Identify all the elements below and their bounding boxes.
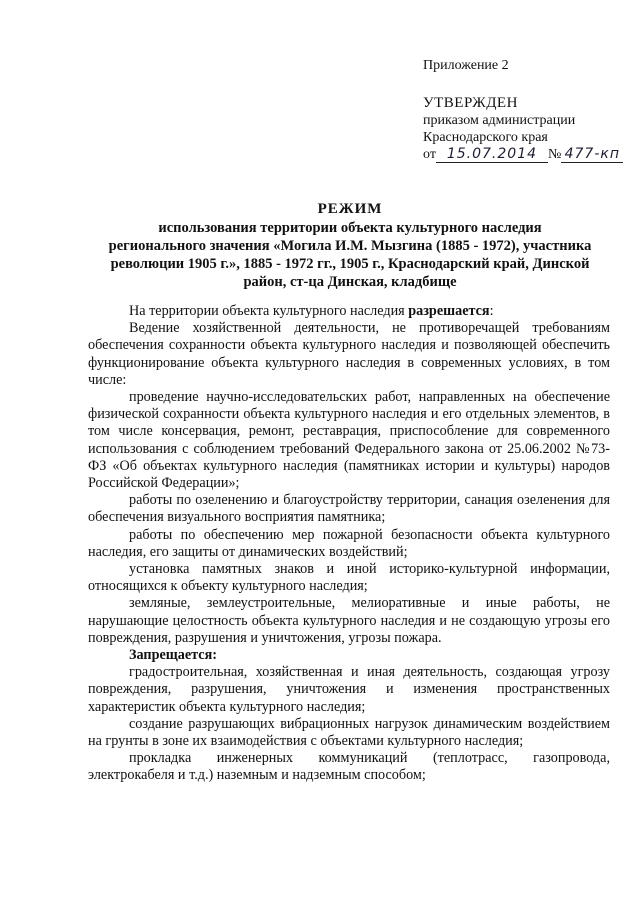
title-line-1: использования территории объекта культурного наследия xyxy=(158,220,542,236)
title-main: РЕЖИМ xyxy=(317,201,383,217)
appendix-label: Приложение 2 xyxy=(423,58,509,73)
paragraph: градостроительная, хозяйственная и иная деятельность, создающая угрозу повреждения, разрушения, уничтожения и изменения пространственных характеристик объекта культурного наследия; xyxy=(88,664,610,715)
paragraph: прокладка инженерных коммуникаций (теплотрасс, газопровода, электрокабеля и т.д.) наземным и надземным способом; xyxy=(88,750,610,784)
paragraph: работы по обеспечению мер пожарной безопасности объекта культурного наследия, его защиты от динамических воздействий; xyxy=(88,526,610,560)
document-body xyxy=(88,303,610,785)
paragraph-forbidden-heading xyxy=(88,647,610,664)
order-line-2: Краснодарского края xyxy=(423,130,548,145)
number-prefix: № xyxy=(547,147,562,162)
handwritten-order-number: 477-кп xyxy=(561,147,623,163)
paragraph: проведение научно-исследовательских работ, направленных на обеспечение физической сохранности объекта культурного наследия и его отдельных элементов, в том числе консервация, ремонт, реставрация, приспособление для современного использования с соблюдением требований Федерального закона от 25.06.2002 №73-ФЗ «Об объектах культурного наследия (памятниках истории и культуры) народов Российской Федерации»; xyxy=(88,389,610,492)
order-line-1: приказом администрации xyxy=(423,113,576,128)
paragraph: установка памятных знаков и иной историко-культурной информации, относящихся к объекту культурного наследия; xyxy=(88,561,610,595)
document-title xyxy=(80,200,620,291)
paragraph: работы по озеленению и благоустройству территории, санация озеленения для обеспечения визуального восприятия памятника; xyxy=(88,492,610,526)
permitted-keyword: разрешается xyxy=(408,303,490,319)
title-line-4: район, ст-ца Динская, кладбище xyxy=(243,274,457,290)
approved-label: УТВЕРЖДЕН xyxy=(423,95,518,111)
handwritten-date: 15.07.2014 xyxy=(436,147,548,163)
title-line-2: регионального значения «Могила И.М. Мызгина (1885 - 1972), участника xyxy=(108,238,592,254)
forbidden-keyword: Запрещается: xyxy=(129,647,217,664)
paragraph-permitted-intro: На территории объекта культурного наследия разрешается: xyxy=(129,303,494,319)
from-prefix: от xyxy=(423,147,436,162)
paragraph: Ведение хозяйственной деятельности, не противоречащей требованиям обеспечения сохранности объекта культурного наследия и позволяющей обеспечить функционирование объекта культурного наследия в современных условиях, в том числе: xyxy=(88,320,610,388)
paragraph: земляные, землеустроительные, мелиоративные и иные работы, не нарушающие целостность объекта культурного наследия и не создающую угрозы его повреждения, разрушения и уничтожения, угрозы пожара. xyxy=(88,595,610,646)
paragraph: создание разрушающих вибрационных нагрузок динамическим воздействием на грунты в зоне их взаимодействия с объектами культурного наследия; xyxy=(88,715,610,750)
title-line-3: революции 1905 г.», 1885 - 1972 гг., 1905 г., Краснодарский край, Динской xyxy=(110,256,590,272)
approval-block xyxy=(423,95,623,163)
order-date-number-line xyxy=(423,146,623,163)
